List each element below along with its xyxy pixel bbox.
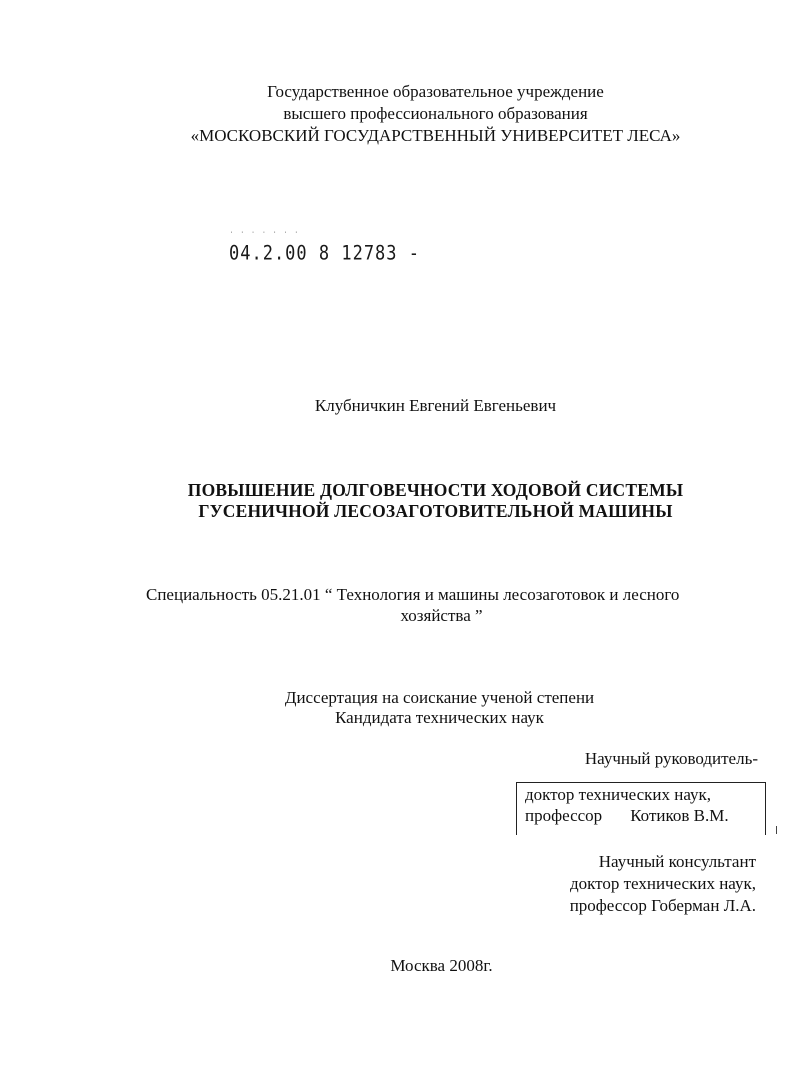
institution-name: «МОСКОВСКИЙ ГОСУДАРСТВЕННЫЙ УНИВЕРСИТЕТ ЛЕСА»: [190, 126, 681, 145]
stamp-marks: ˙˙˙˙˙˙˙: [229, 231, 305, 240]
institution-line-1: Государственное образовательное учреждение: [267, 82, 604, 101]
scan-mark: [776, 826, 777, 834]
dissertation-line-1: Диссертация на соискание ученой степени: [284, 688, 595, 707]
consultant-degree: доктор технических наук,: [569, 874, 756, 893]
author-name: Клубничкин Евгений Евгеньевич: [314, 396, 557, 415]
dissertation-line-2: Кандидата технических наук: [335, 708, 544, 727]
consultant-label: Научный консультант: [598, 852, 756, 871]
supervisor-label: Научный руководитель-: [584, 749, 758, 768]
supervisor-box: [516, 782, 766, 835]
supervisor-name: Котиков В.М.: [630, 806, 729, 825]
institution-line-2: высшего профессионального образования: [283, 104, 588, 123]
city-year: Москва 2008г.: [390, 956, 493, 975]
supervisor-rank: профессор: [525, 806, 603, 825]
supervisor-degree: доктор технических наук,: [525, 785, 712, 804]
supervisor-rank-name: [525, 805, 729, 827]
thesis-title-line-1: ПОВЫШЕНИЕ ДОЛГОВЕЧНОСТИ ХОДОВОЙ СИСТЕМЫ: [187, 480, 684, 500]
specialty-line-1: Специальность 05.21.01 “ Технология и машины лесозаготовок и лесного: [146, 585, 680, 604]
specialty-line-2: хозяйства ”: [400, 606, 483, 625]
consultant-rank-name: профессор Гоберман Л.А.: [569, 896, 756, 915]
library-stamp-code: 04.2.00 8 12783 -: [229, 242, 420, 265]
thesis-title-line-2: ГУСЕНИЧНОЙ ЛЕСОЗАГОТОВИТЕЛЬНОЙ МАШИНЫ: [198, 501, 673, 521]
